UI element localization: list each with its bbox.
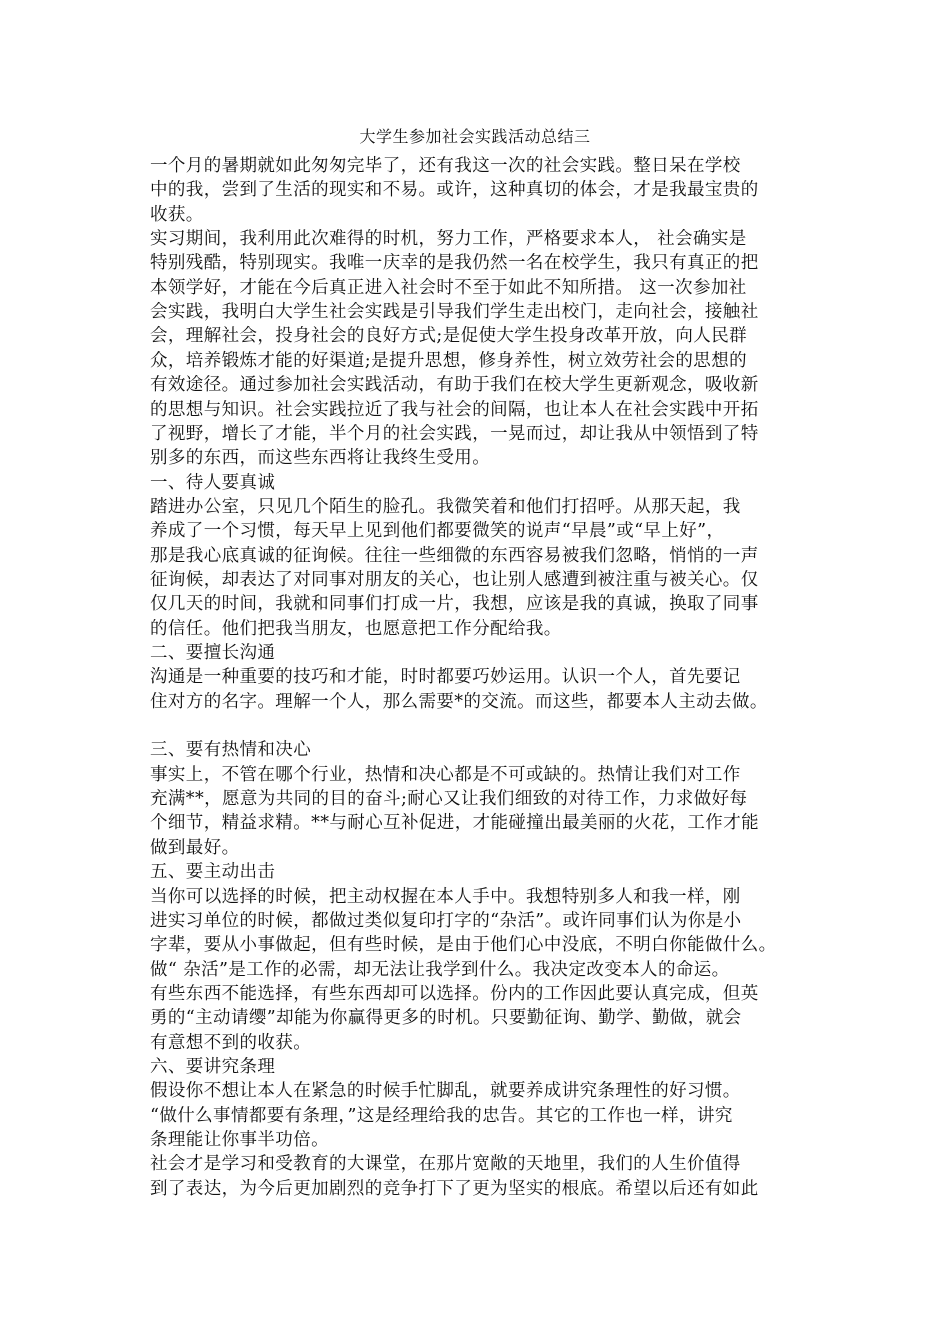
paragraph-line: 做“ 杂活”是工作的必需，却无法让我学到什么。我决定改变本人的命运。 xyxy=(150,959,730,980)
paragraph-line: 二、要擅长沟通 xyxy=(150,643,276,663)
paragraph-line: 仅几天的时间，我就和同事们打成一片，我想，应该是我的真诚，换取了同事 xyxy=(150,594,759,615)
paragraph-line: 征询候，却表达了对同事对朋友的关心，也让别人感遭到被注重与被关心。仅 xyxy=(150,569,759,590)
document-title: 大学生参加社会实践活动总结三 xyxy=(359,127,591,146)
paragraph-line: 做到最好。 xyxy=(150,837,240,858)
paragraph-line: 会，理解社会，投身社会的良好方式;是促使大学生投身改革开放，向人民群 xyxy=(150,326,747,347)
paragraph-line: 住对方的名字。理解一个人，那么需要*的交流。而这些，都要本人主动去做。 xyxy=(150,691,768,712)
paragraph-line: 勇的“主动请缨”却能为你赢得更多的时机。只要勤征询、勤学、勤做，就会 xyxy=(150,1008,742,1029)
paragraph-line: 养成了一个习惯，每天早上见到他们都要微笑的说声“早晨”或“早上好”， xyxy=(150,521,725,542)
paragraph-line: 那是我心底真诚的征询候。往往一些细微的东西容易被我们忽略，悄悄的一声 xyxy=(150,545,759,566)
paragraph-line: 会实践，我明白大学生社会实践是引导我们学生走出校门，走向社会，接触社 xyxy=(150,302,759,323)
paragraph-line: 有效途径。通过参加社会实践活动，有助于我们在校大学生更新观念，吸收新 xyxy=(150,375,759,396)
paragraph-line: 特别残酷，特别现实。我唯一庆幸的是我仍然一名在校学生，我只有真正的把 xyxy=(150,253,759,274)
paragraph-line: 事实上，不管在哪个行业，热情和决心都是不可或缺的。热情让我们对工作 xyxy=(150,764,741,785)
paragraph-line: 一个月的暑期就如此匆匆完毕了，还有我这一次的社会实践。整日呆在学校 xyxy=(150,156,741,176)
paragraph-line: 有意想不到的收获。 xyxy=(150,1032,312,1053)
paragraph-line: 中的我，尝到了生活的现实和不易。或许，这种真切的体会，才是我最宝贵的 xyxy=(150,180,759,201)
paragraph-line: 本领学好，才能在今后真正进入社会时不至于如此不知所措。 这一次参加社 xyxy=(150,277,747,298)
paragraph-line: 假设你不想让本人在紧急的时候手忙脚乱，就要养成讲究条理性的好习惯。 xyxy=(150,1081,741,1102)
paragraph-line: 五、要主动出击 xyxy=(150,862,276,883)
paragraph-line: 一、待人要真诚 xyxy=(150,472,276,493)
paragraph-line: 当你可以选择的时候，把主动权握在本人手中。我想特别多人和我一样，刚 xyxy=(150,886,741,907)
paragraph-line: 社会才是学习和受教育的大课堂，在那片宽敞的天地里，我们的人生价值得 xyxy=(150,1154,741,1175)
paragraph-line: 众，培养锻炼才能的好渠道;是提升思想，修身养性，树立效劳社会的思想的 xyxy=(150,350,747,371)
paragraph-line: 的信任。他们把我当朋友，也愿意把工作分配给我。 xyxy=(150,618,562,639)
paragraph-line: 字辈，要从小事做起，但有些时候，是由于他们心中没底，不明白你能做什么。 xyxy=(150,935,777,956)
paragraph-line: 收获。 xyxy=(150,204,204,225)
paragraph-line: 进实习单位的时候，都做过类似复印打字的“杂活”。或许同事们认为你是小 xyxy=(150,910,742,931)
paragraph-line: 到了表达，为今后更加剧烈的竞争打下了更为坚实的根底。希望以后还有如此 xyxy=(150,1178,759,1199)
paragraph-line: 踏进办公室，只见几个陌生的脸孔。我微笑着和他们打招呼。从那天起，我 xyxy=(150,496,741,517)
paragraph-line: 充满**，愿意为共同的目的奋斗;耐心又让我们细致的对待工作，力求做好每 xyxy=(150,789,748,810)
paragraph-line: 有些东西不能选择，有些东西却可以选择。份内的工作因此要认真完成，但英 xyxy=(150,983,759,1004)
paragraph-line: 三、要有热情和决心 xyxy=(150,740,312,761)
paragraph-line: 条理能让你事半功倍。 xyxy=(150,1130,329,1150)
paragraph-line: “做什么事情都要有条理，”这是经理给我的忠告。其它的工作也一样，讲究 xyxy=(150,1105,733,1126)
paragraph-line: 了视野，增长了才能，半个月的社会实践，一晃而过，却让我从中领悟到了特 xyxy=(150,423,759,444)
paragraph-line: 个细节，精益求精。**与耐心互补促进，才能碰撞出最美丽的火花，工作才能 xyxy=(150,813,759,834)
paragraph-line: 的思想与知识。社会实践拉近了我与社会的间隔，也让本人在社会实践中开拓 xyxy=(150,399,759,420)
paragraph-line: 六、要讲究条理 xyxy=(150,1056,276,1077)
paragraph-line: 别多的东西，而这些东西将让我终生受用。 xyxy=(150,448,491,469)
paragraph-line: 实习期间，我利用此次难得的时机，努力工作，严格要求本人， 社会确实是 xyxy=(150,229,747,250)
paragraph-line: 沟通是一种重要的技巧和才能，时时都要巧妙运用。认识一个人，首先要记 xyxy=(150,667,741,688)
